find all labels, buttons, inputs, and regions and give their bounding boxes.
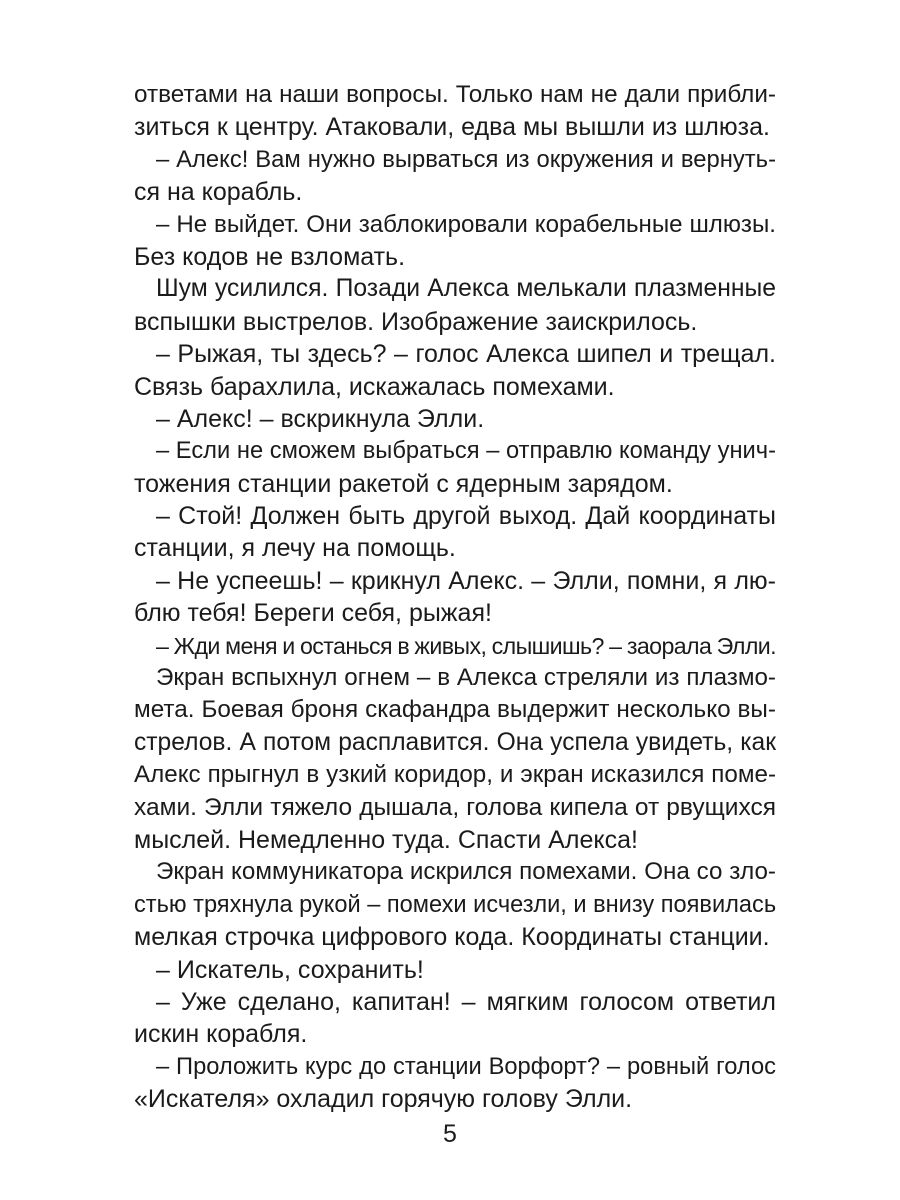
text-line: – Если не сможем выбраться – отправлю команду унич- — [156, 438, 776, 465]
text-line: искин корабля. — [134, 1020, 308, 1049]
text-line: мыслей. Немедленно туда. Спасти Алекса! — [134, 825, 638, 854]
body-text — [134, 79, 776, 1116]
text-line: стрелов. А потом расплавится. Она успела увидеть, как — [134, 728, 776, 756]
text-line: ся на корабль. — [134, 178, 303, 207]
text-line: Алекс прыгнул в узкий коридор, и экран исказился поме- — [134, 761, 776, 789]
text-line: – Не выйдет. Они заблокировали корабельные шлюзы. — [156, 210, 776, 238]
text-line: – Рыжая, ты здесь? – голос Алекса шипел и трещал. — [156, 340, 776, 369]
text-line: Без кодов не взломать. — [134, 242, 406, 271]
text-line: зиться к центру. Атаковали, едва мы вышли из шлюза. — [134, 113, 770, 142]
page-number: 5 — [443, 1120, 457, 1148]
text-line: – Уже сделано, капитан! – мягким голосом ответил — [156, 987, 776, 1016]
text-line: мелкая строчка цифрового кода. Координаты станции. — [134, 923, 770, 952]
text-line: тожения станции ракетой с ядерным зарядом. — [134, 469, 673, 498]
text-line: Шум усилился. Позади Алекса мелькали плазменные — [156, 275, 776, 303]
text-line: вспышки выстрелов. Изображение заискрилось. — [134, 307, 698, 336]
text-line: Экран вспыхнул огнем – в Алекса стреляли из плазмо- — [156, 664, 776, 692]
text-line: Экран коммуникатора искрился помехами. Она со зло- — [156, 858, 776, 886]
text-line: стью тряхнула рукой – помехи исчезли, и внизу появилась — [134, 891, 777, 918]
text-line: – Искатель, сохранить! — [156, 955, 424, 984]
text-line: – Жди меня и останься в живых, слышишь? – заорала Элли. — [156, 632, 776, 659]
text-line: Связь барахлила, искажалась помехами. — [134, 372, 615, 401]
text-line: станции, я лечу на помощь. — [134, 534, 456, 563]
text-line: – Стой! Должен быть другой выход. Дай координаты — [156, 502, 776, 531]
text-line: блю тебя! Береги себя, рыжая! — [134, 599, 492, 628]
text-line: «Искателя» охладил горячую голову Элли. — [134, 1085, 633, 1114]
text-line: – Алекс! Вам нужно вырваться из окружения и вернуть- — [156, 145, 776, 173]
text-line: хами. Элли тяжело дышала, голова кипела от рвущихся — [134, 793, 776, 821]
text-line: – Не успеешь! – крикнул Алекс. – Элли, помни, я лю- — [156, 566, 776, 595]
text-line: ответами на наши вопросы. Только нам не дали прибли- — [134, 81, 776, 108]
text-line: – Проложить курс до станции Ворфорт? – ровный голос — [156, 1053, 776, 1080]
text-line: – Алекс! – вскрикнула Элли. — [156, 404, 485, 433]
text-line: мета. Боевая броня скафандра выдержит несколько вы- — [134, 696, 776, 724]
